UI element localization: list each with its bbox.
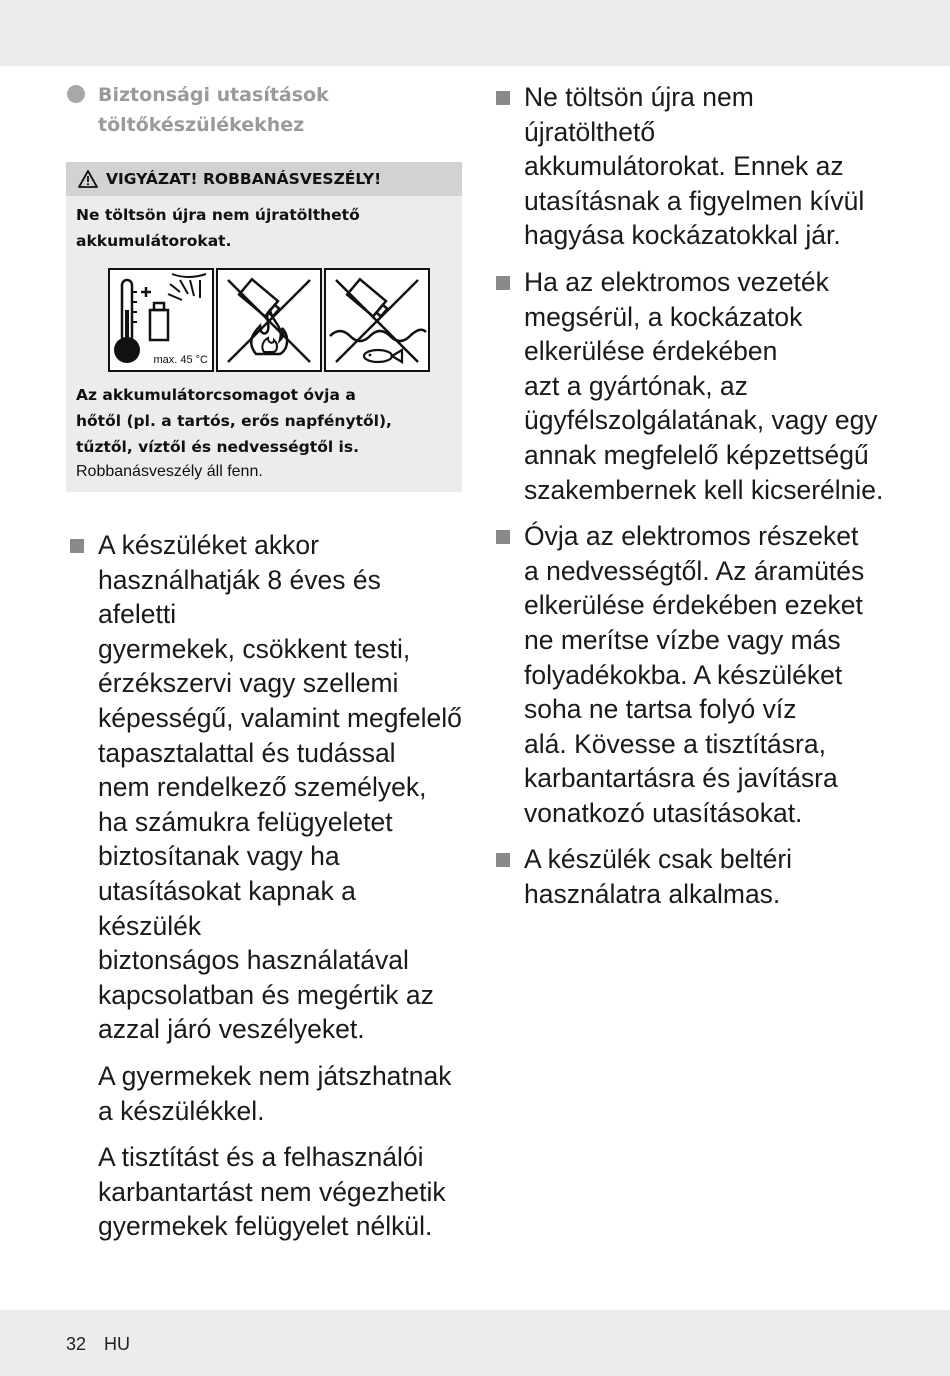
text-line: A készülék csak beltéri [524, 844, 793, 875]
square-bullet-icon [496, 530, 510, 544]
text-line: annak megfelelő képzettségű [524, 439, 869, 470]
section-heading-line: Biztonsági utasítások [98, 84, 329, 106]
no-water-icon [324, 268, 430, 372]
text-line: szakembernek kell kicserélnie. [524, 474, 884, 505]
text-line: A tisztítást és a felhasználói [98, 1142, 424, 1173]
text-line: használatra alkalmas. [524, 879, 781, 910]
text-line: alá. Kövesse a tisztításra, [524, 728, 826, 759]
text-line: Óvja az elektromos részeket [524, 521, 859, 552]
warning-title: VIGYÁZAT! ROBBANÁSVESZÉLY! [106, 170, 382, 188]
text-line: érzékszervi vagy szellemi [98, 668, 399, 699]
text-line: Ne töltsön újra nem újratölthető [524, 82, 754, 147]
section-heading-line: töltőkészülékekhez [98, 114, 305, 136]
list-item [492, 80, 892, 253]
text-line: használhatják 8 éves és afeletti [98, 564, 381, 630]
square-bullet-icon [496, 91, 510, 105]
bullet-dot-icon [67, 85, 85, 103]
footer-band [0, 1310, 950, 1376]
text-line: gyermekek felügyelet nélkül. [98, 1211, 433, 1242]
text-line: hagyása kockázatokkal jár. [524, 220, 841, 251]
protect-text: hőtől (pl. a tartós, erős napfénytől), [76, 412, 392, 430]
list-item [66, 528, 462, 1047]
text-line: gyermekek, csökkent testi, [98, 633, 411, 664]
warning-body [66, 196, 462, 492]
square-bullet-icon [70, 539, 84, 553]
text-line: ha számukra felügyeletet [98, 806, 393, 837]
text-line: biztosítanak vagy ha [98, 841, 340, 872]
no-fire-icon [216, 268, 322, 372]
protect-text: Az akkumulátorcsomagot óvja a [76, 386, 356, 404]
warning-header [66, 162, 462, 196]
text-line: A készüléket akkor [98, 530, 319, 560]
text-line: utasításokat kapnak a készülék [98, 875, 356, 941]
square-bullet-icon [496, 853, 510, 867]
warning-text: akkumulátorokat. [76, 232, 232, 250]
warning-triangle-icon [78, 170, 98, 188]
warning-note: Robbanásveszély áll fenn. [76, 463, 263, 480]
text-line: nem rendelkező személyek, [98, 772, 427, 803]
paragraph [66, 1140, 462, 1244]
warning-pictograms [108, 268, 452, 372]
text-line: karbantartásra és javításra [524, 763, 838, 794]
text-line: azzal járó veszélyeket. [98, 1014, 365, 1045]
list-item [492, 842, 892, 911]
text-line: a készülékkel. [98, 1095, 265, 1126]
text-line: soha ne tartsa folyó víz [524, 694, 797, 725]
text-line: képességű, valamint megfelelő [98, 702, 462, 733]
text-line: Ha az elektromos vezeték [524, 266, 829, 297]
left-column [66, 80, 462, 1256]
text-line: ne merítse vízbe vagy más [524, 624, 841, 655]
paragraph [66, 1059, 462, 1128]
warning-text: Ne töltsön újra nem újratölthető [76, 206, 360, 224]
text-line: kapcsolatban és megértik az [98, 979, 434, 1010]
text-line: elkerülése érdekében ezeket [524, 590, 863, 621]
text-line: utasításnak a figyelmen kívül [524, 185, 865, 216]
text-line: folyadékokba. A készüléket [524, 659, 843, 690]
list-item [492, 265, 892, 507]
text-line: vonatkozó utasításokat. [524, 797, 803, 828]
header-band [0, 0, 950, 66]
square-bullet-icon [496, 276, 510, 290]
text-line: karbantartást nem végezhetik [98, 1176, 446, 1207]
text-line: A gyermekek nem játszhatnak [98, 1060, 452, 1091]
page-number: 32 [66, 1334, 87, 1354]
language-code: HU [104, 1334, 130, 1354]
text-line: ügyfélszolgálatának, vagy egy [524, 405, 878, 436]
text-line: tapasztalattal és tudással [98, 737, 396, 768]
right-column [492, 80, 892, 924]
text-line: a nedvességtől. Az áramütés [524, 555, 865, 586]
text-line: elkerülése érdekében [524, 336, 778, 367]
text-line: biztonságos használatával [98, 945, 409, 976]
text-line: megsérül, a kockázatok [524, 301, 803, 332]
text-line: akkumulátorokat. Ennek az [524, 151, 844, 182]
section-heading [66, 80, 462, 140]
list-item [492, 519, 892, 830]
thermometer-sun-icon [108, 268, 214, 372]
warning-box [66, 162, 462, 492]
text-line: azt a gyártónak, az [524, 370, 748, 401]
temperature-limit-label: max. 45 °C [153, 354, 208, 366]
protect-text: tűztől, víztől és nedvességtől is. [76, 438, 359, 456]
